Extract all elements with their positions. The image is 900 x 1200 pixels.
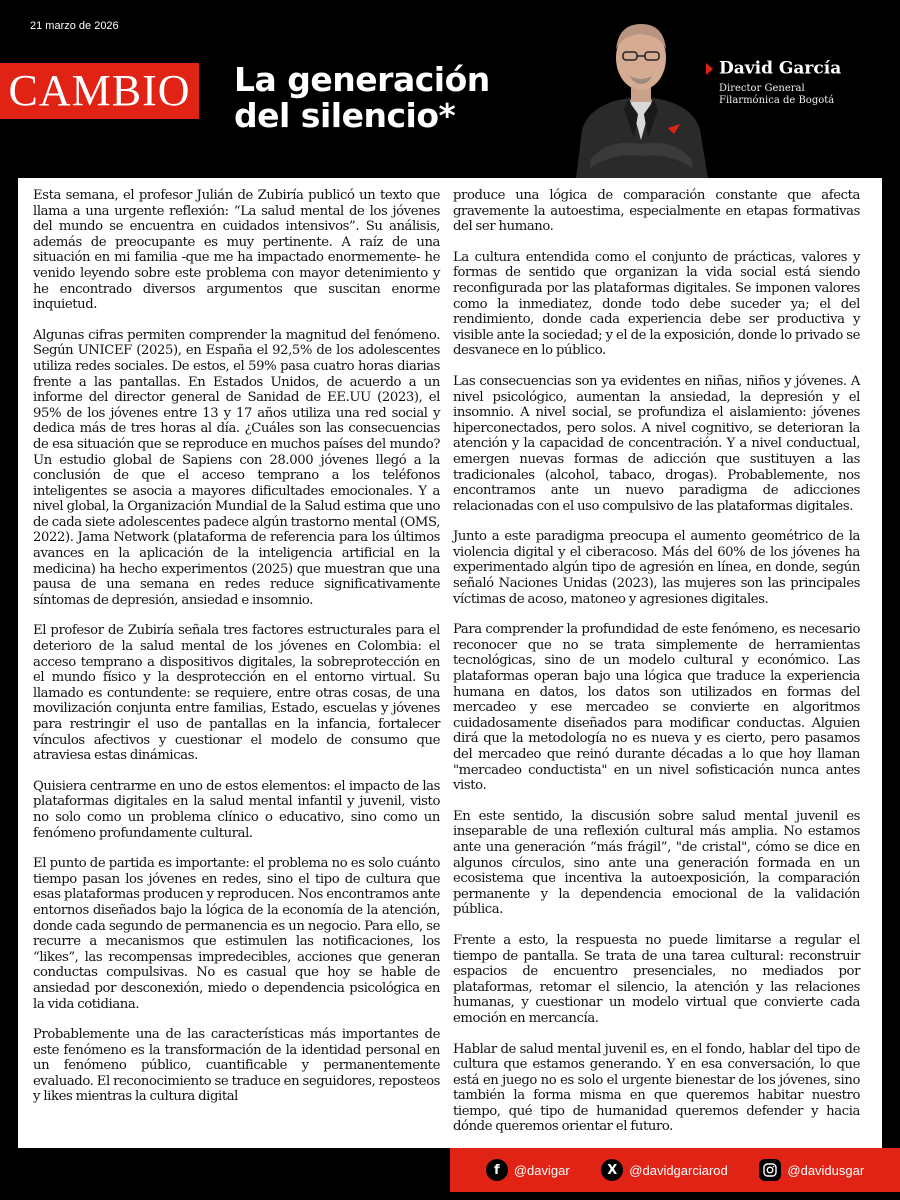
- paragraph: Junto a este paradigma preocupa el aumento geométrico de la violencia digital y el ciberacoso. Más del 60% de los jóvenes ha experimentado algún tipo de agresión en línea, en donde, según señaló Naciones Unidas (2023), las mujeres son las principales víctimas de acoso, matoneo y agresiones digitales.: [453, 529, 860, 607]
- paragraph: En este sentido, la discusión sobre salud mental juvenil es inseparable de una reflexión cultural más amplia. No estamos ante una generación “más frágil”, "de cristal", cómo se dice en algunos círculos, sino ante una generación formada en un ecosistema que incentiva la autoexposición, la comparación permanente y la dependencia emocional de la validación pública.: [453, 808, 860, 918]
- x-handle: @davidgarciarod: [629, 1162, 728, 1178]
- cambio-logo[interactable]: [0, 63, 199, 119]
- paragraph: produce una lógica de comparación constante que afecta gravemente la autoestima, especialmente en etapas formativas del ser humano.: [453, 188, 860, 235]
- facebook-link[interactable]: [486, 1159, 570, 1181]
- article-column-left: [33, 188, 440, 1120]
- x-link[interactable]: [601, 1159, 727, 1181]
- paragraph: El profesor de Zubiría señala tres factores estructurales para el deterioro de la salud mental de los jóvenes en Colombia: el acceso temprano a dispositivos digitales, la sobreprotección en el mundo físico y la desprotección en el entorno virtual. Su llamado es contundente: se requiere, entre otras cosas, de una movilización conjunta entre familias, Estado, escuelas y jóvenes para restringir el uso de pantallas en la infancia, fortalecer vínculos afectivos y cuestionar el modelo de consumo que atraviesa estas dinámicas.: [33, 623, 440, 764]
- author-photo: [568, 10, 714, 178]
- date: 21 marzo de 2026: [30, 20, 119, 32]
- paragraph: Quisiera centrarme en uno de estos elementos: el impacto de las plataformas digitales en la salud mental infantil y juvenil, visto no solo como un problema clínico o educativo, sino como un fenómeno profundamente cultural.: [33, 778, 440, 841]
- author-block: [706, 58, 841, 107]
- paragraph: Esta semana, el profesor Julián de Zubiría publicó un texto que llama a una urgente reflexión: “La salud mental de los jóvenes del mundo se encuentra en cuidados intensivos”. Su análisis, además de preocupante es muy pertinente. A raíz de una situación en mi familia -que me ha impactado enormemente- he venido leyendo sobre este problema con mayor detenimiento y he encontrado diversos argumentos que suscitan enorme inquietud.: [33, 188, 440, 313]
- x-icon: X: [601, 1159, 623, 1181]
- paragraph: La cultura entendida como el conjunto de prácticas, valores y formas de sentido que organizan la vida social está siendo reconfigurada por las plataformas digitales. Se imponen valores como la inmediatez, donde todo debe suceder ya; el del rendimiento, donde cada experiencia debe ser productiva y visible ante la sociedad; y el de la exposición, donde lo privado se desvanece en lo público.: [453, 249, 860, 359]
- paragraph: Algunas cifras permiten comprender la magnitud del fenómeno. Según UNICEF (2025), en España el 92,5% de los adolescentes utiliza redes sociales. De estos, el 59% pasa cuatro horas diarias frente a las pantallas. En Estados Unidos, de acuerdo a un informe del director general de Sanidad de EE.UU (2023), el 95% de los jóvenes entre 13 y 17 años utiliza una red social y dedica más de tres horas al día. ¿Cuáles son las consecuencias de esa situación que se reproduce en muchos países del mundo? Un estudio global de Sapiens con 28.000 jóvenes llegó a la conclusión de que el acceso temprano a los teléfonos inteligentes se asocia a mayores dificultades emocionales. Y a nivel global, la Organización Mundial de la Salud estima que uno de cada siete adolescentes padece algún trastorno mental (OMS, 2022). Jama Network (plataforma de referencia para los últimos avances en la aplicación de la inteligencia artificial en la medicina) ha hecho experimentos (2025) que muestran que una pausa de una semana en redes reduce significativamente síntomas de depresión, ansiedad e insomnio.: [33, 327, 440, 608]
- title-line-1: La generación: [234, 60, 490, 99]
- paragraph: Probablemente una de las características más importantes de este fenómeno es la transformación de la identidad personal en un fenómeno público, cuantificable y permanentemente evaluado. El reconocimiento se traduce en seguidores, reposteos y likes mientras la cultura digital: [33, 1027, 440, 1105]
- article-title: [234, 62, 554, 134]
- author-name: David García: [719, 58, 842, 79]
- paragraph: Para comprender la profundidad de este fenómeno, es necesario reconocer que no se trata simplemente de herramientas tecnológicas, sino de un modelo cultural y económico. Las plataformas operan bajo una lógica que traduce la experiencia humana en datos, los datos son utilizados en formas del mercadeo y ese mercadeo se convierte en algoritmos cuidadosamente diseñados para modificar conductas. Alguien dirá que la metodología no es nueva y es cierto, pero pasamos del mercadeo que reinó durante décadas a lo que hoy llaman "mercadeo conductista" en un nivel sofisticación nunca antes visto.: [453, 622, 860, 794]
- title-line-2: del silencio*: [234, 96, 456, 135]
- facebook-icon: f: [486, 1159, 508, 1181]
- paragraph: Las consecuencias son ya evidentes en niñas, niños y jóvenes. A nivel psicológico, aumentan la ansiedad, la depresión y el insomnio. A nivel social, se profundiza el aislamiento: jóvenes hiperconectados, pero solos. A nivel cognitivo, se deterioran la atención y la capacidad de concentración. Y a nivel conductual, emergen nuevas formas de adicción que sustituyen a las tradicionales (alcohol, tabaco, drogas). Probablemente, nos encontramos ante un nuevo paradigma de adicciones relacionadas con el uso compulsivo de las plataformas digitales.: [453, 373, 860, 514]
- article-column-right: [453, 188, 860, 1150]
- logo-text: CAMBIO: [8, 66, 191, 115]
- social-footer: [450, 1148, 900, 1192]
- paragraph: Hablar de salud mental juvenil es, en el fondo, hablar del tipo de cultura que estamos generando. Y en esa conversación, lo que está en juego no es solo el urgente bienestar de los jóvenes, sino también la forma misma en que queremos habitar nuestro tiempo, qué tipo de humanidad queremos defender y hacia dónde queremos orientar el futuro.: [453, 1041, 860, 1135]
- author-arrow-icon: [706, 63, 713, 75]
- instagram-handle: @davidusgar: [787, 1162, 865, 1178]
- paragraph: Frente a esto, la respuesta no puede limitarse a regular el tiempo de pantalla. Se trata de una tarea cultural: reconstruir espacios de encuentro presenciales, no mediados por plataformas, retomar el silencio, la atención y las relaciones humanas, y cuestionar un modelo virtual que convierte cada emoción en mercancía.: [453, 932, 860, 1026]
- paragraph: El punto de partida es importante: el problema no es solo cuánto tiempo pasan los jóvenes en redes, sino el tipo de cultura que esas plataformas producen y reproducen. Nos encontramos ante entornos diseñados bajo la lógica de la economía de la atención, donde cada segundo de permanencia es un negocio. Para ello, se recurre a mecanismos que estimulen las notificaciones, los “likes”, las recompensas impredecibles, acciones que generan conductas compulsivas. No es casual que hoy se hable de ansiedad por desconexión, miedo o dependencia psicológica en la vida cotidiana.: [33, 856, 440, 1012]
- article-body: [18, 178, 882, 1148]
- author-role-line-1: Director General: [719, 82, 805, 94]
- header: [0, 0, 900, 178]
- instagram-link[interactable]: [759, 1159, 864, 1181]
- facebook-handle: @davigar: [513, 1162, 570, 1178]
- author-role-line-2: Filarmónica de Bogotá: [719, 94, 835, 106]
- instagram-icon: [759, 1159, 781, 1181]
